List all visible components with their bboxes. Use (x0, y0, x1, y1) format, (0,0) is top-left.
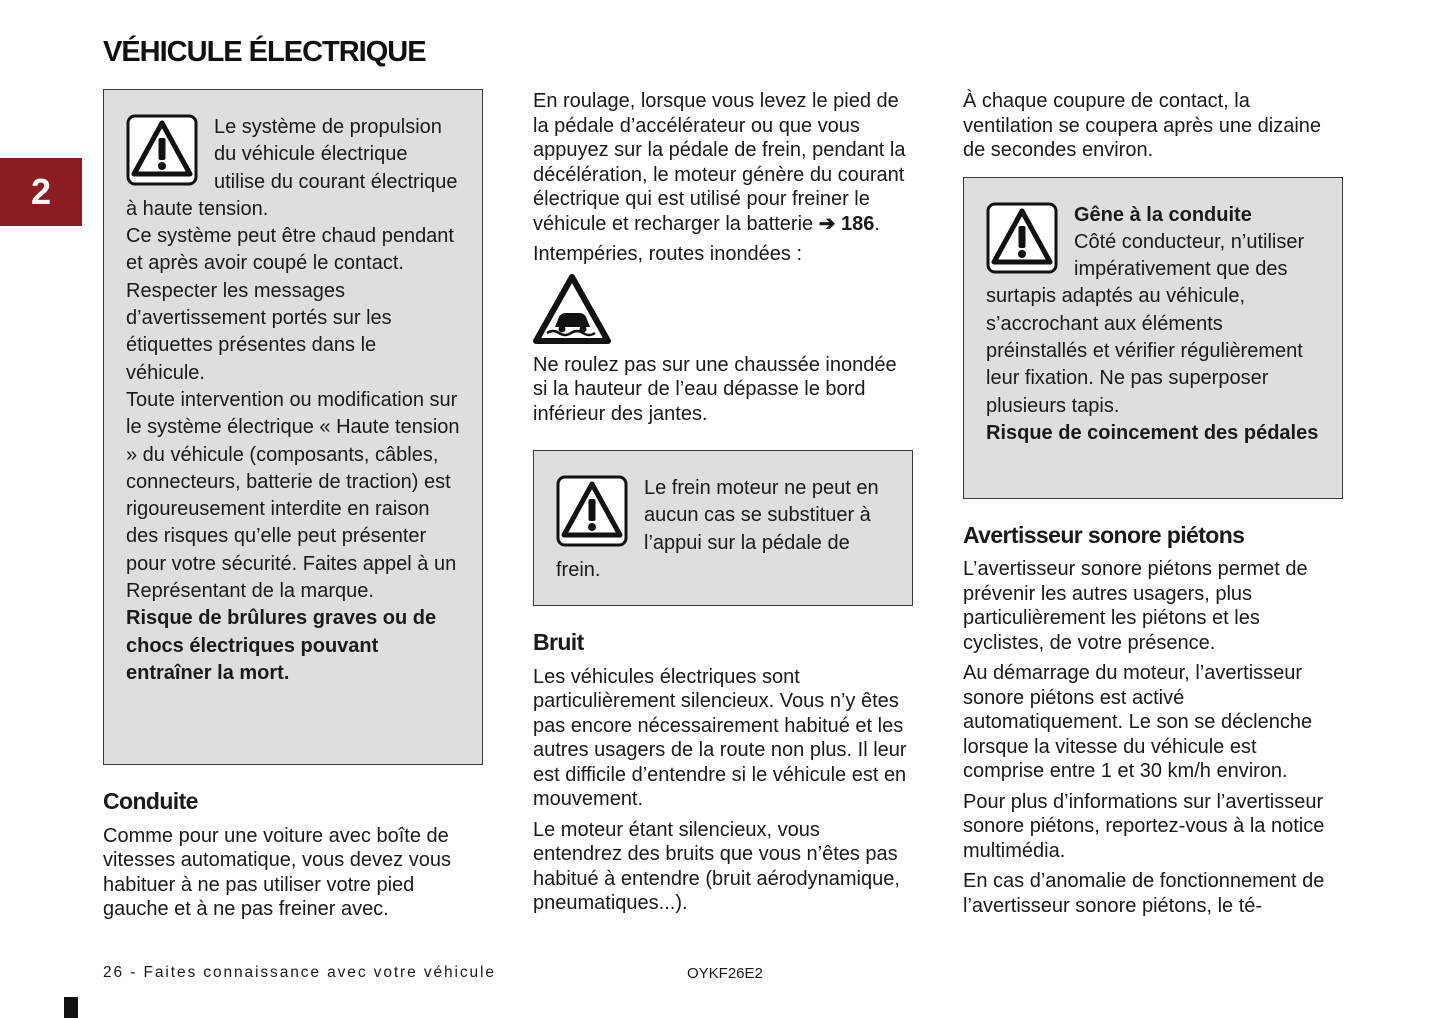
warning-bold: Risque de brûlures graves ou de chocs électriques pouvant entraîner la mort. (126, 607, 437, 684)
regen-paragraph (533, 89, 913, 236)
warning-intro: Le système de propulsion du véhicule électrique utilise du courant électrique à haute tension. (126, 116, 458, 220)
avertisseur-paragraph-1: L’avertisseur sonore piétons permet de prévenir les autres usagers, plus particulièrement les piétons et les cyclistes, de votre présence. (963, 558, 1308, 654)
warning-triangle-icon (556, 475, 628, 547)
warning-triangle-icon (986, 202, 1058, 274)
floor-mat-text: Côté conducteur, n’utiliser impérativement que des surtapis adaptés au véhicule, s’accrochant aux éléments préinstallés et vérifier régulièrement leur fixation. Ne pas superposer plusieurs tapis. (986, 230, 1305, 417)
flooded-road-icon (533, 273, 611, 345)
warning-para-2: Ce système peut être chaud pendant et après avoir coupé le contact. Respecter les messages d’avertissement portés sur les étiquettes présentes dans le véhicule. (126, 225, 454, 384)
print-corner-mark (64, 997, 78, 1018)
bruit-paragraph-1: Les véhicules électriques sont particulièrement silencieux. Vous n’y êtes pas encore nécessairement habitué et les autres usagers de la route non plus. Il leur est difficile d’entendre si le véhicule est en mouvement. (533, 665, 907, 810)
bruit-paragraph-2: Le moteur étant silencieux, vous entendrez des bruits que vous n’êtes pas habitué à entendre (bruit aérodynamique, pneumatiques...). (533, 818, 900, 914)
flood-text: Ne roulez pas sur une chaussée inondée si la hauteur de l’eau dépasse le bord inférieur des jantes. (533, 353, 897, 425)
page-title: VÉHICULE ÉLECTRIQUE (103, 36, 426, 68)
avertisseur-paragraph-3: Pour plus d’informations sur l’avertisseur sonore piétons, reportez-vous à la notice multimédia. (963, 790, 1325, 862)
column-3 (963, 89, 1343, 924)
ventilation-text: À chaque coupure de contact, la ventilation se coupera après une dizaine de secondes environ. (963, 90, 1322, 161)
avertisseur-heading: Avertisseur sonore piétons (963, 521, 1245, 548)
engine-brake-text: Le frein moteur ne peut en aucun cas se substituer à l’appui sur la pédale de frein. (556, 477, 879, 581)
page-ref-link[interactable]: 186 (841, 212, 875, 235)
flood-label: Intempéries, routes inondées : (533, 243, 803, 265)
page-ref-end: . (874, 212, 880, 235)
regen-text: En roulage, lorsque vous levez le pied de la pédale d’accélérateur ou que vous appuyez sur la pédale de frein, pendant la décélération, le moteur génère du courant électrique qui est utilisé pour freiner le véhicule et recharger la batterie (533, 90, 906, 235)
high-voltage-warning-box (103, 89, 483, 765)
page-ref-arrow: ➔ (818, 212, 836, 235)
chapter-tab: 2 (0, 158, 82, 226)
footer-code: OYKF26E2 (687, 965, 763, 982)
floor-mat-bold: Risque de coincement des pédales (986, 421, 1319, 444)
warning-triangle-icon (126, 114, 198, 186)
warning-para-3: Toute intervention ou modification sur le système électrique « Haute tension » du véhicule (composants, câbles, connecteurs, batterie de traction) est rigoureusement interdite en raison des risques qu’elle peut présenter pour votre sécurité. Faites appel à un Représentant de la marque. (126, 388, 460, 603)
conduite-heading: Conduite (103, 788, 198, 814)
floor-mat-title: Gêne à la conduite (1074, 203, 1252, 226)
avertisseur-paragraph-4: En cas d’anomalie de fonctionnement de l’avertisseur sonore piétons, le té- (963, 870, 1325, 917)
column-1 (103, 89, 483, 928)
bruit-heading: Bruit (533, 629, 584, 655)
floor-mat-warning-box (963, 177, 1343, 499)
column-2 (533, 89, 913, 922)
conduite-text: Comme pour une voiture avec boîte de vitesses automatique, vous devez vous habituer à ne pas utiliser votre pied gauche et à ne pas freiner avec. (103, 824, 451, 920)
avertisseur-paragraph-2: Au démarrage du moteur, l’avertisseur sonore piétons est activé automatiquement. Le son se déclenche lorsque la vitesse du véhicule est comprise entre 1 et 30 km/h environ. (963, 662, 1313, 782)
footer-page-label: 26 - Faites connaissance avec votre véhicule (103, 964, 496, 981)
engine-brake-warning-box (533, 450, 913, 606)
